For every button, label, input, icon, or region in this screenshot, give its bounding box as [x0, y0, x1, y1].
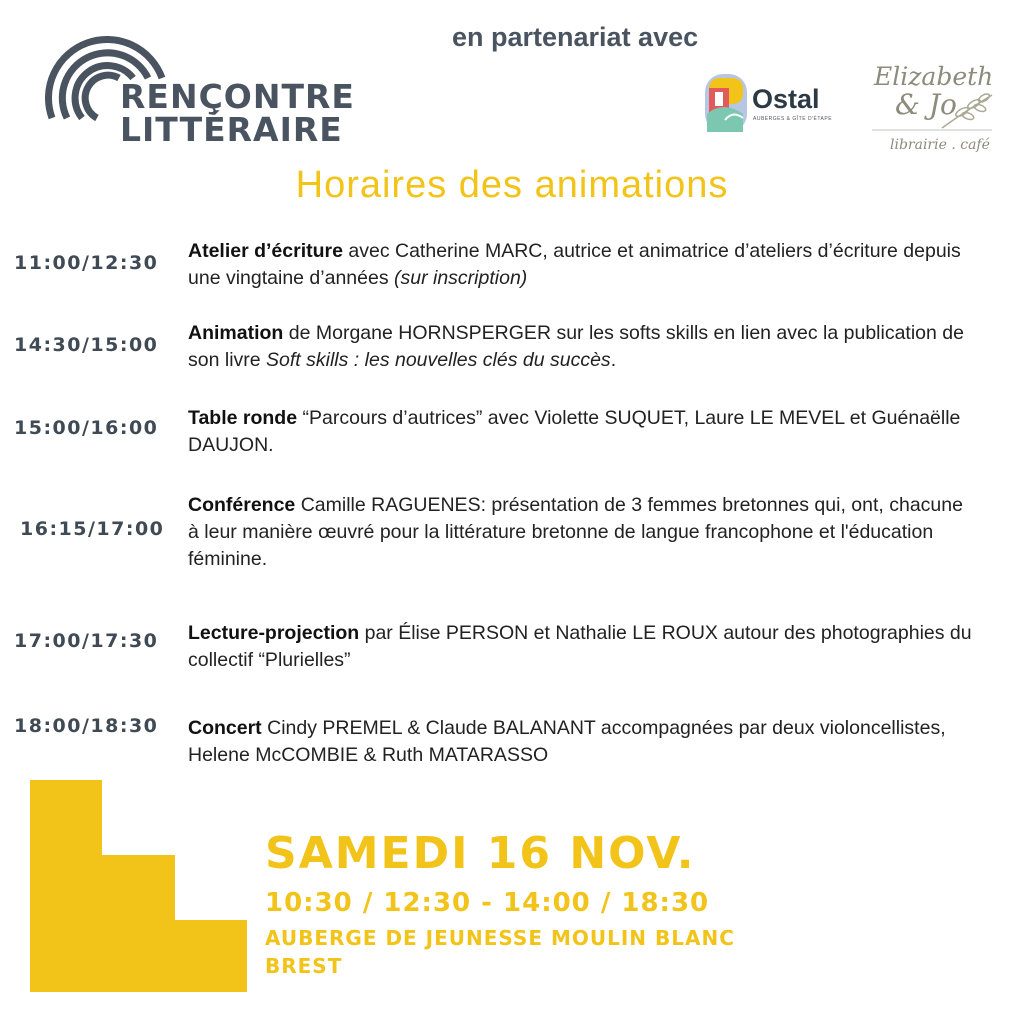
schedule-text: Cindy PREMEL & Claude BALANANT accompagnées par deux violoncellistes, Helene McCOMBIE & Ruth MATARASSO: [188, 717, 946, 766]
section-title: Horaires des animations: [295, 164, 729, 206]
schedule-title: Conférence: [188, 494, 296, 516]
schedule-description: [188, 715, 978, 769]
schedule-time: 14:30/15:00: [14, 334, 159, 356]
schedule-text: Camille RAGUENES: présentation de 3 femmes bretonnes qui, ont, chacune à leur manière œuvré pour la littérature bretonne de langue francophone et l'éducation féminine.: [188, 494, 963, 570]
schedule-title: Atelier d’écriture: [188, 240, 343, 262]
elizabeth-jo-name-line-2: & Jo: [895, 88, 957, 121]
partners-title: en partenariat avec: [452, 22, 699, 52]
schedule-title: Lecture-projection: [188, 622, 360, 644]
ostal-subtitle: AUBERGES & GÎTE D'ÉTAPE: [753, 116, 833, 122]
schedule-description: [188, 320, 978, 374]
schedule-title: Table ronde: [188, 407, 298, 429]
event-hours: 10:30 / 12:30 - 14:00 / 18:30: [265, 888, 710, 918]
schedule-text: par Élise PERSON et Nathalie LE ROUX autour des photographies du collectif “Plurielles”: [188, 622, 972, 671]
stairs-shape-icon: [30, 780, 250, 995]
schedule-description: [188, 620, 978, 674]
elizabeth-jo-name-line-1: Elizabeth: [874, 62, 994, 91]
schedule-italic: (sur inscription): [394, 267, 528, 289]
schedule-title: Animation: [188, 322, 284, 344]
schedule-time: 16:15/17:00: [20, 518, 165, 540]
schedule-text: “Parcours d’autrices” avec Violette SUQUET, Laure LE MEVEL et Guénaëlle DAUJON.: [188, 407, 961, 456]
logo-line-2: LITTÉRAIRE: [120, 110, 343, 149]
schedule-italic: Soft skills : les nouvelles clés du succès: [266, 349, 611, 371]
schedule-text: avec Catherine MARC, autrice et animatrice d’ateliers d’écriture depuis une vingtaine d’années: [188, 240, 961, 289]
schedule-time: 15:00/16:00: [14, 417, 159, 439]
schedule-text: de Morgane HORNSPERGER sur les softs skills en lien avec la publication de son livre: [188, 322, 964, 371]
schedule-tail: .: [610, 349, 617, 371]
schedule-description: [188, 492, 978, 573]
ostal-name: Ostal: [752, 84, 820, 114]
logo-line-1: RENÇONTRE: [120, 77, 355, 116]
event-venue-line-1: AUBERGE DE JEUNESSE MOULIN BLANC: [265, 926, 735, 950]
logo-wordmark: [120, 77, 355, 149]
event-venue-line-2: BREST: [265, 954, 343, 978]
schedule-time: 18:00/18:30: [14, 715, 159, 737]
event-venue: [265, 924, 735, 980]
schedule-title: Concert: [188, 717, 262, 739]
schedule-description: [188, 405, 978, 459]
event-date: SAMEDI 16 NOV.: [265, 828, 696, 879]
schedule-description: [188, 238, 978, 292]
schedule-time: 11:00/12:30: [14, 252, 159, 274]
schedule-time: 17:00/17:30: [14, 630, 159, 652]
elizabeth-jo-tagline: librairie . café: [890, 137, 990, 153]
